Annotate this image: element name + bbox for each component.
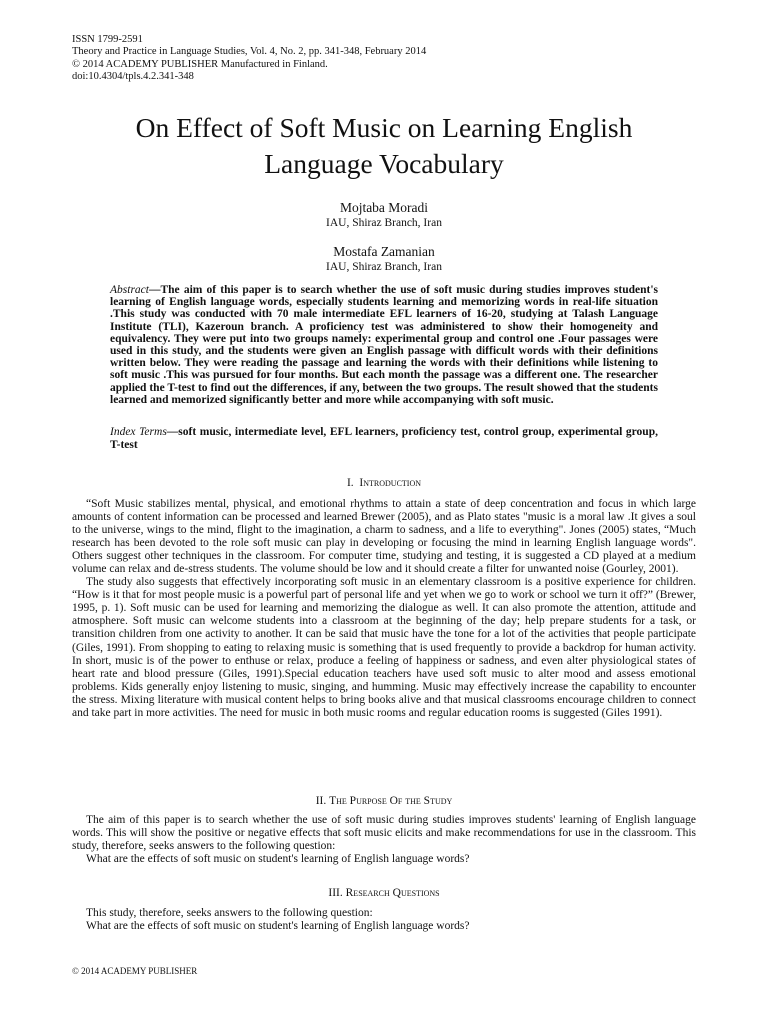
journal-citation: Theory and Practice in Language Studies, Vol. 4, No. 2, pp. 341-348, February 2014 xyxy=(72,46,427,58)
index-terms-label: Index Terms xyxy=(110,426,167,438)
abstract-text: —The aim of this paper is to search whether the use of soft music during studies improves student's learning of English language words, especially students learning and memorizing words in real-life situation .This study was conducted with 70 male intermediate EFL learners of 16-20, studying at Talash Language Institute (TLI), Kazeroun branch. A proficiency test was administered to show their homogeneity and equivalency. They were put into two groups namely: experimental group and control one .Four passages were used in this study, and the students were given an English passage with difficult words with their definitions written below. They were reading the passage and learning the words with their definitions while listening to soft music .This was pursued for four months. But each month the passage was a different one. The researcher applied the T-test to find out the differences, if any, between the two groups. The result showed that the students learned and memorized significantly better and more while accompanying with soft music. xyxy=(110,284,658,406)
paragraph: The study also suggests that effectively incorporating soft music in an elementary classroom is a positive experience for children. “How is it that for most people music is a powerful part of personal life and yet when we go to work or school we turn it off?” (Brewer, 1995, p. 1). Soft music can be used for learning and memorizing the dialogue as well. It can also promote the attention, attitude and atmosphere. Soft music can welcome students into a classroom at the beginning of the day; help prepare students for a task, or transition children from one activity to another. It can be said that music have the tone for a lot of the activities that people participate (Giles, 1991). From shopping to eating to relaxing music is something that is used frequently to provide a backdrop for human activity. In short, music is of the power to enthuse or relax, produce a feeling of happiness or sadness, and even alter physiological states of heart rate and blood pressure (Giles, 1991).Special education teachers have used soft music to alter mood and assess emotional problems. Kids generally enjoy listening to music, singing, and humming. Music may effectively increase the capability to encounter the stress. Mixing literature with musical content helps to bring books alive and that musical classrooms encourage children to connect and take part in more activities. The need for music in both music rooms and regular education rooms is suggested (Giles 1991). xyxy=(72,576,696,719)
section-heading-research-questions: III. Research Questions xyxy=(328,887,440,899)
author-affiliation: IAU, Shiraz Branch, Iran xyxy=(326,217,442,229)
footer-publisher: © 2014 ACADEMY PUBLISHER xyxy=(72,966,198,976)
issn: ISSN 1799-2591 xyxy=(72,34,143,45)
research-question: What are the effects of soft music on student's learning of English language words? xyxy=(86,920,470,933)
paragraph: This study, therefore, seeks answers to the following question: xyxy=(86,907,373,919)
research-questions-body xyxy=(72,907,696,933)
paper-title xyxy=(60,110,708,182)
paragraph: “Soft Music stabilizes mental, physical, and emotional rhythms to attain a state of deep concentration and focus in which large amounts of content information can be processed and learned Brewer (2005), and as Plato states "music is a moral law .It gives a soul to the universe, wings to the mind, flight to the imagination, a charm to sadness, and a life to everything". Jones (2005) states, “Much research has been devoted to the role soft music can play in developing or focusing the mind in learning English language words". Others suggest other techniques in the classroom. For computer time, studying and testing, it is suggested a CD played at a medium volume can relax and de-stress students. The volume should be low and it should create a filter for unwanted noise (Gourley, 2001). xyxy=(72,498,696,576)
author-block-1 xyxy=(0,200,768,230)
section-heading-purpose: II. The Purpose Of the Study xyxy=(315,795,453,807)
abstract-label: Abstract xyxy=(110,284,149,296)
title-line-1: On Effect of Soft Music on Learning English xyxy=(135,112,633,143)
author-name: Mostafa Zamanian xyxy=(333,244,435,259)
section-heading-introduction: I. Introduction xyxy=(346,477,422,489)
abstract xyxy=(110,284,658,406)
research-question: What are the effects of soft music on student's learning of English language words? xyxy=(86,853,470,866)
copyright-line: © 2014 ACADEMY PUBLISHER Manufactured in Finland. xyxy=(72,58,328,70)
author-name: Mojtaba Moradi xyxy=(339,200,429,215)
index-terms-text: —soft music, intermediate level, EFL learners, proficiency test, control group, experimental group, T-test xyxy=(110,426,658,451)
journal-header xyxy=(72,34,426,84)
introduction-body xyxy=(72,498,696,720)
author-block-2 xyxy=(0,244,768,274)
author-affiliation: IAU, Shiraz Branch, Iran xyxy=(326,261,442,273)
index-terms xyxy=(110,426,658,452)
doi: doi:10.4304/tpls.4.2.341-348 xyxy=(72,71,194,83)
paragraph: The aim of this paper is to search whether the use of soft music during studies improves students' learning of English language words. This will show the positive or negative effects that soft music elicits and make recommendations for use in the classroom. This study, therefore, seeks answers to the following question: xyxy=(72,814,696,853)
title-line-2: Language Vocabulary xyxy=(264,148,504,179)
purpose-body xyxy=(72,814,696,866)
